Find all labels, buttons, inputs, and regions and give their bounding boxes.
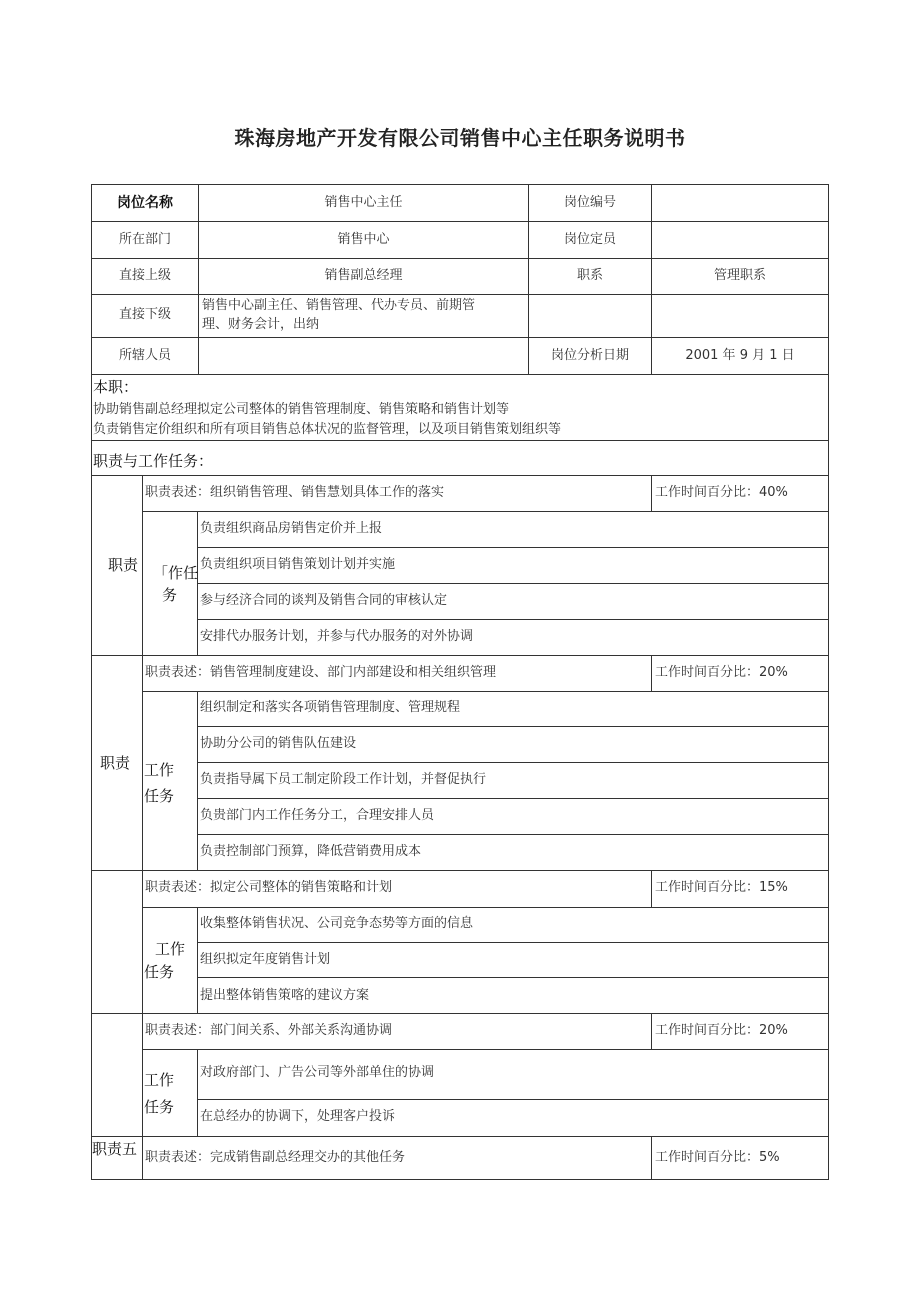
position-name-value: 销售中心主任 [324,195,403,210]
duty-label: 职责 [100,754,131,772]
analysis-date-label: 岗位分析日期 [550,348,629,363]
duty-time-percentage: 工作时间百分比：20% [655,1023,788,1038]
row-divider [91,475,829,476]
rank-value: 管理职系 [713,268,766,283]
rank-label: 职系 [576,268,603,283]
duty-description: 职责表述：拟定公司整体的销售策略和计划 [145,880,393,895]
row-divider [197,583,829,584]
task-item: 对政府部门、广告公司等外部单住的协调 [200,1065,435,1080]
task-item: 安排代办服务计划，并参与代办服务的对外协调 [200,629,474,644]
row-divider [197,798,829,799]
row-divider [91,221,829,222]
headcount-label: 岗位定员 [563,232,616,247]
row-divider [91,440,829,441]
task-label: 任务 [144,787,175,805]
col-divider [651,1136,652,1180]
row-divider [142,511,829,512]
row-divider [197,977,829,978]
col-divider [651,655,652,691]
task-item: 负责组织商品房销售定价并上报 [200,521,383,536]
summary-label: 本职： [93,378,139,396]
task-item: 组织制定和落实各项销售管理制度、管理规程 [200,700,461,715]
duty-time-percentage: 工作时间百分比：15% [655,880,788,895]
summary-line: 负责销售定价组织和所有项目销售总体状况的监督管理，以及项目销售策划组织等 [93,422,562,437]
duty-label: 职责 [108,556,139,574]
task-label: 务 [162,586,178,604]
row-divider [142,907,829,908]
task-item: 负贵部门内工作任务分工，合理安排人员 [200,808,435,823]
task-item: 负责控制部门预算，降低营销费用成本 [200,844,422,859]
section-divider [91,870,829,871]
task-label: 任务 [144,1098,175,1116]
row-divider [197,547,829,548]
task-label: 工作 [155,940,186,958]
staff-label: 所辖人员 [118,348,171,363]
task-item: 提出整体销售策喀的建议方案 [200,988,370,1003]
department-value: 销售中心 [337,232,390,247]
task-label: 工作 [144,1071,175,1089]
duty-label: 职责五 [92,1140,138,1158]
duty-time-percentage: 工作时间百分比：40% [655,485,788,500]
duty-description: 职责表述：组织销售管理、销售慧划具体工作的落实 [145,485,445,500]
col-divider [197,1049,198,1136]
row-divider [197,619,829,620]
task-item: 收集整体销售状况、公司竞争态势等方面的信息 [200,916,474,931]
analysis-date-value: 2001 年 9 月 1 日 [685,348,795,363]
row-divider [91,337,829,338]
duties-heading: 职责与工作任务： [93,452,214,470]
task-label: 任务 [144,963,175,981]
col-divider [197,691,198,870]
task-item: 在总经办的协调下，处理客户投诉 [200,1109,396,1124]
summary-line: 协助销售副总经理拟定公司整体的销售管理制度、销售策略和销售计划等 [93,402,510,417]
col-divider [651,1013,652,1049]
position-no-label: 岗位编号 [563,195,616,210]
col-divider [142,475,143,1180]
superior-label: 直接上级 [118,268,171,283]
page-title: 珠海房地产开发有限公司销售中心主任职务说明书 [234,126,686,150]
row-divider [197,834,829,835]
duty-time-percentage: 工作时间百分比：5% [655,1150,780,1165]
row-divider [91,374,829,375]
subordinates-value-line2: 理、财务会计，出纳 [202,317,320,332]
row-divider [197,726,829,727]
superior-value: 销售副总经理 [324,268,403,283]
position-name-label: 岗位名称 [117,195,173,211]
row-divider [197,762,829,763]
duty-description: 职责表述：完成销售副总经理交办的其他任务 [145,1150,406,1165]
col-divider [651,870,652,907]
row-divider [142,691,829,692]
section-divider [91,1136,829,1137]
row-divider [91,294,829,295]
col-divider [197,907,198,1013]
duty-description: 职责表述：销售管理制度建设、部门内部建设和相关组织管理 [145,665,497,680]
row-divider [197,1099,829,1100]
section-divider [91,1013,829,1014]
section-divider [91,655,829,656]
col-divider [651,475,652,511]
task-item: 参与经济合同的谈判及销售合同的审核认定 [200,593,448,608]
task-item: 组织拟定年度销售计划 [200,952,331,967]
row-divider [197,942,829,943]
subordinates-value-line1: 销售中心副主任、销售管理、代办专员、前期管 [202,298,476,313]
row-divider [91,258,829,259]
task-item: 负责组织项目销售策划计划并实施 [200,557,396,572]
duty-description: 职责表述：部门间关系、外部关系沟通协调 [145,1023,393,1038]
department-label: 所在部门 [118,232,171,247]
task-label: 工作 [144,761,175,779]
duty-time-percentage: 工作时间百分比：20% [655,665,788,680]
task-item: 协助分公司的销售队伍建设 [200,736,357,751]
task-label: 「作任 [153,564,199,582]
row-divider [142,1049,829,1050]
subordinates-label: 直接下级 [118,307,171,322]
task-item: 负责指导属下员工制定阶段工作计划，并督促执行 [200,772,487,787]
